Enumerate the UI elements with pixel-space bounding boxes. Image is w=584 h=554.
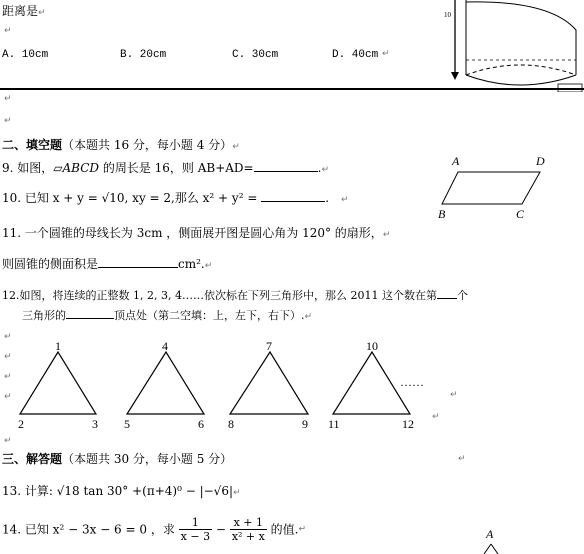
question-9 xyxy=(2,160,329,177)
q12-text-2-end: 顶点处（第二空填：上，左下，右下）. xyxy=(114,309,305,322)
question-13 xyxy=(2,484,241,500)
question-fragment-text xyxy=(2,4,46,20)
triangle-4-left-label: 11 xyxy=(328,417,340,431)
triangle-4-top-label: 10 xyxy=(366,339,378,353)
q9-text: 的周长是 16，则 AB+AD= xyxy=(99,161,254,175)
q11-text-2: 则圆锥的侧面积是 xyxy=(2,257,99,271)
cylinder-bottom-hidden-arc xyxy=(466,65,576,75)
q12-text-1-end: 个 xyxy=(456,289,468,302)
triangle-2-top-label: 4 xyxy=(162,339,168,353)
return-mark: ↵ xyxy=(4,392,12,402)
question-11-line-2 xyxy=(2,256,212,273)
q11-text-1: 11. 一个圆锥的母线长为 3cm ，侧面展开图是圆心角为 120° 的扇形， xyxy=(2,226,383,240)
q11-answer-blank[interactable] xyxy=(98,256,178,268)
q13-text: 13. 计算: √18 tan 30° +(π+4)⁰ − |−√6| xyxy=(2,484,234,498)
section-3-heading-line xyxy=(2,452,232,466)
return-mark: ↵ xyxy=(341,195,349,205)
return-mark: ↵ xyxy=(38,8,46,18)
question-12-line-2 xyxy=(22,307,312,324)
q10-text: 10. 已知 x + y = √10, xy = 2,那么 x² + y² = xyxy=(2,191,262,205)
return-mark: ↵ xyxy=(4,436,12,446)
height-label: 10 xyxy=(444,11,451,19)
vertex-c-label: C xyxy=(516,207,525,221)
q12-answer-blank-2[interactable] xyxy=(66,307,114,319)
cylinder-bottom-arc xyxy=(466,75,576,85)
return-mark: ↵ xyxy=(4,116,12,126)
option-a[interactable]: A. 10cm xyxy=(2,49,49,61)
q11-unit: cm². xyxy=(178,257,205,271)
vertex-d-label: D xyxy=(536,154,545,168)
q9-parallelogram-symbol: ▱ABCD xyxy=(53,161,100,175)
q9-answer-blank[interactable] xyxy=(254,160,318,172)
return-mark: ↵ xyxy=(233,488,241,498)
bottom-vertex-a-label: A xyxy=(486,527,494,541)
return-mark: ↵ xyxy=(4,352,12,362)
page-divider xyxy=(0,88,584,90)
bottom-figure-fragment xyxy=(478,526,508,554)
option-b[interactable]: B. 20cm xyxy=(120,49,167,61)
q12-text-2: 三角形的 xyxy=(22,309,66,322)
return-mark: ↵ xyxy=(458,454,466,464)
triangle-3-right-label: 9 xyxy=(302,417,308,431)
triangle-4-right-label: 12 xyxy=(402,417,414,431)
q14-text: 14. 已知 x² − 3x − 6 = 0 ，求 xyxy=(2,522,175,537)
return-mark: ↵ xyxy=(4,94,12,104)
section-2-heading: 二、填空题 xyxy=(2,138,63,152)
question-14 xyxy=(2,516,306,543)
section-3-note: （本题共 30 分，每小题 5 分） xyxy=(62,452,233,466)
return-mark: ↵ xyxy=(298,524,307,535)
q14-fraction-2-denominator: x² + x xyxy=(231,530,265,543)
return-mark: ↵ xyxy=(204,261,213,271)
q9-prefix: 9. 如图， xyxy=(2,161,54,175)
return-mark: ↵ xyxy=(4,26,12,36)
triangle-2-left-label: 5 xyxy=(124,417,130,431)
section-2-note: （本题共 16 分，每小题 4 分） xyxy=(62,138,233,152)
return-mark: ↵ xyxy=(304,312,313,322)
cylinder-right-edge xyxy=(466,2,576,75)
vertex-a-label: A xyxy=(452,154,460,168)
q10-end: . xyxy=(325,191,330,205)
vertex-b-label: B xyxy=(438,207,446,221)
question-11-line-1 xyxy=(2,226,390,242)
return-mark: ↵ xyxy=(382,49,390,59)
q14-fraction-2 xyxy=(230,516,267,543)
triangle-1 xyxy=(18,339,98,431)
option-d[interactable]: D. 40cm xyxy=(332,49,379,61)
triangle-3-top-label: 7 xyxy=(266,339,272,353)
return-mark: ↵ xyxy=(232,142,240,152)
q14-fraction-2-numerator: x + 1 xyxy=(230,516,267,530)
section-3-heading: 三、解答题 xyxy=(2,452,63,466)
q9-end: . xyxy=(317,161,322,175)
option-c[interactable]: C. 30cm xyxy=(232,49,279,61)
question-10 xyxy=(2,190,349,207)
return-mark: ↵ xyxy=(321,165,329,175)
section-2-heading-line xyxy=(2,138,240,154)
question-12-line-1 xyxy=(2,287,468,303)
q12-text-1: 12.如图，将连续的正整数 1, 2, 3, 4……依次标在下列三角形中，那么 2011 这个数在第 xyxy=(2,289,437,302)
q14-minus: − xyxy=(215,522,226,537)
q12-answer-blank-1[interactable] xyxy=(437,287,457,299)
return-mark: ↵ xyxy=(4,372,12,382)
distance-text: 距离是 xyxy=(2,4,39,18)
triangles-figure xyxy=(0,336,470,434)
return-mark: ↵ xyxy=(432,412,440,422)
triangle-3 xyxy=(228,339,308,431)
q14-fraction-1-numerator: 1 xyxy=(179,516,212,530)
triangle-1-left-label: 2 xyxy=(18,417,24,431)
cylinder-figure xyxy=(440,0,584,92)
triangle-1-right-label: 3 xyxy=(92,417,98,431)
q14-end: 的值. xyxy=(270,522,299,537)
return-mark: ↵ xyxy=(450,390,458,400)
arrow-head xyxy=(451,72,459,80)
parallelogram-abcd xyxy=(442,172,540,204)
triangle-3-left-label: 8 xyxy=(228,417,234,431)
parallelogram-figure xyxy=(436,152,556,224)
q14-fraction-1 xyxy=(179,516,212,543)
q14-fraction-1-denominator: x − 3 xyxy=(180,530,211,543)
triangle-2-right-label: 6 xyxy=(198,417,204,431)
triangle-1-top-label: 1 xyxy=(55,339,61,353)
return-mark: ↵ xyxy=(382,230,391,240)
q10-answer-blank[interactable] xyxy=(261,190,325,202)
continuation-ellipsis: …… xyxy=(400,375,424,389)
return-mark: ↵ xyxy=(4,332,12,342)
triangle-2 xyxy=(124,339,204,431)
